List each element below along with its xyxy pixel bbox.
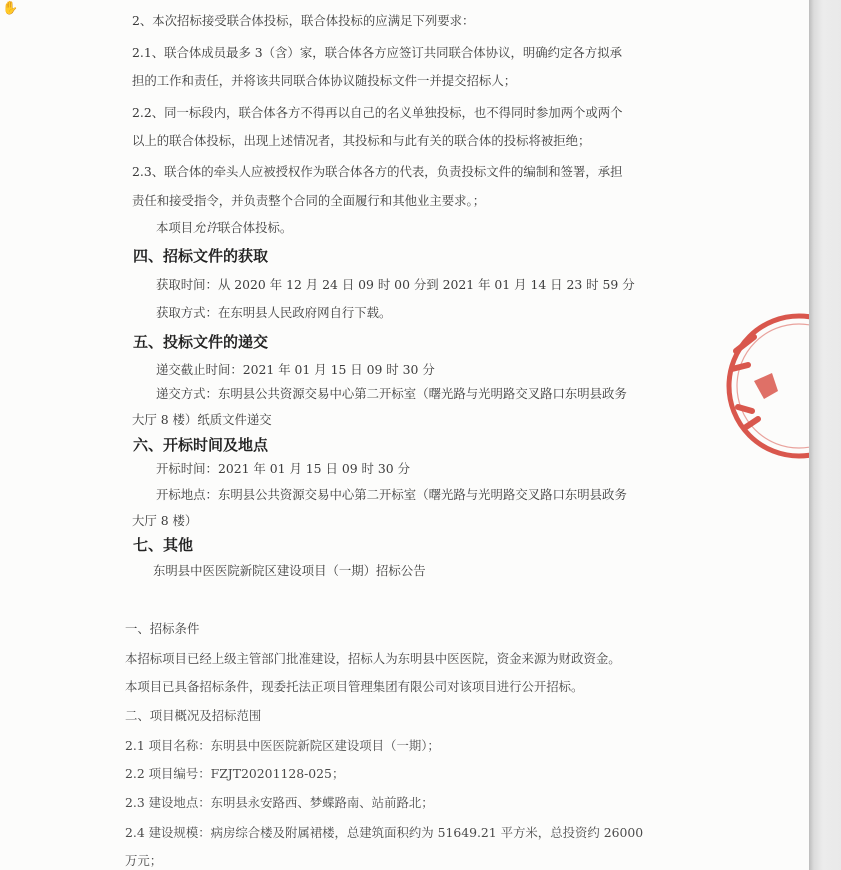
joint-bid-item-3-line-2: 责任和接受指令，并负责整个合同的全面履行和其他业主要求。； [132, 193, 486, 208]
overview-scale-line-2: 万元； [125, 853, 163, 868]
opening-place-line-1: 开标地点：东明县公共资源交易中心第二开标室（曙光路与光明路交叉路口东明县政务 [156, 487, 627, 502]
joint-bid-item-2-line-2: 以上的联合体投标，出现上述情况者，其投标和与此有关的联合体的投标将被拒绝； [132, 133, 591, 148]
overview-location: 2.3 建设地点：东明县永安路西、梦蝶路南、站前路北； [125, 795, 434, 810]
joint-bid-allowed [156, 219, 292, 237]
opening-place-line-2: 大厅 8 楼） [132, 513, 198, 528]
joint-bid-item-1-line-2: 担的工作和责任，并将该共同联合体协议随投标文件一并提交招标人； [132, 73, 517, 88]
submit-deadline: 递交截止时间：2021 年 01 月 15 日 09 时 30 分 [156, 362, 435, 377]
opening-time: 开标时间：2021 年 01 月 15 日 09 时 30 分 [156, 461, 410, 476]
submit-heading: 五、投标文件的递交 [133, 333, 269, 351]
obtain-heading: 四、招标文件的获取 [133, 247, 269, 265]
opening-heading: 六、开标时间及地点 [133, 436, 269, 454]
joint-bid-allowed-suffix: 联合体投标。 [217, 220, 293, 235]
overview-code: 2.2 项目编号：FZJT20201128-025； [125, 766, 345, 781]
conditions-line-1: 本招标项目已经上级主管部门批准建设，招标人为东明县中医医院，资金来源为财政资金。 [125, 651, 621, 666]
conditions-heading: 一、招标条件 [125, 621, 200, 636]
joint-bid-allowed-prefix: 本项目 [156, 220, 194, 235]
obtain-method: 获取方式：在东明县人民政府网自行下载。 [156, 305, 392, 320]
other-text: 东明县中医医院新院区建设项目（一期）招标公告 [153, 563, 426, 578]
hand-grab-icon: ✋ [2, 1, 19, 16]
obtain-time: 获取时间：从 2020 年 12 月 24 日 09 时 00 分到 2021 年 01 月 14 日 23 时 59 分 [156, 277, 635, 292]
joint-bid-item-2-line-1: 2.2、同一标段内，联合体各方不得再以自己的名义单独投标，也不得同时参加两个或两个 [132, 105, 623, 120]
overview-heading: 二、项目概况及招标范围 [125, 708, 262, 723]
submit-method-line-1: 递交方式：东明县公共资源交易中心第二开标室（曙光路与光明路交叉路口东明县政务 [156, 386, 627, 401]
other-heading: 七、其他 [133, 536, 194, 554]
joint-bid-item-3-line-1: 2.3、联合体的牵头人应被授权作为联合体各方的代表，负责投标文件的编制和签署，承担 [132, 164, 623, 179]
conditions-line-2: 本项目已具备招标条件，现委托法正项目管理集团有限公司对该项目进行公开招标。 [125, 679, 584, 694]
page-edge-shadow [809, 0, 841, 870]
joint-bid-intro: 2、本次招标接受联合体投标，联合体投标的应满足下列要求： [132, 13, 475, 28]
joint-bid-allowed-word: 允许 [193, 220, 218, 235]
submit-method-line-2: 大厅 8 楼）纸质文件递交 [132, 412, 272, 427]
official-seal-stamp [724, 311, 809, 461]
overview-name: 2.1 项目名称：东明县中医医院新院区建设项目（一期）； [125, 738, 440, 753]
overview-scale-line-1: 2.4 建设规模：病房综合楼及附属裙楼，总建筑面积约为 51649.21 平方米，总投资约 26000 [125, 825, 644, 840]
joint-bid-item-1-line-1: 2.1、联合体成员最多 3（含）家，联合体各方应签订共同联合体协议，明确约定各方拟承 [132, 45, 622, 60]
